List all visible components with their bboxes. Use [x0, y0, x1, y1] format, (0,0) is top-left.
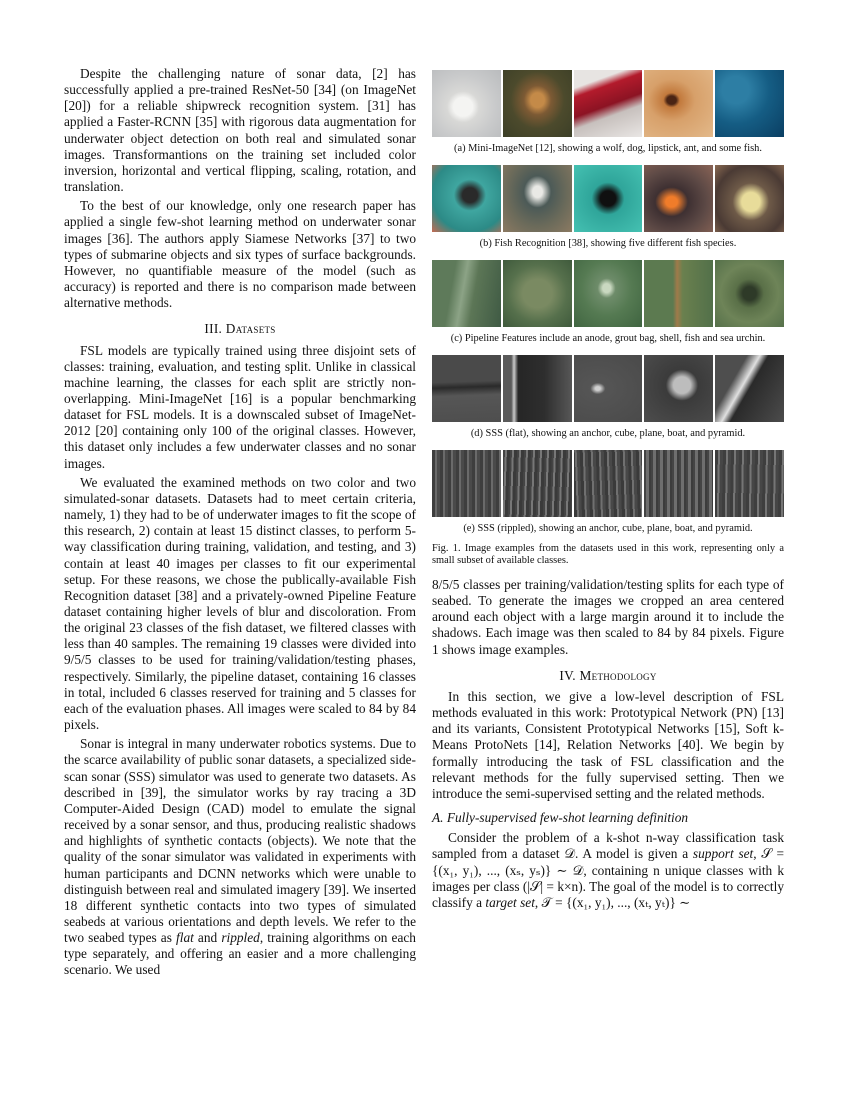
right-column — [432, 66, 784, 911]
figure-row-e — [432, 450, 784, 517]
figure-1 — [432, 70, 784, 567]
pyramid-rippled-sonar-image — [715, 450, 784, 517]
subsection-heading: A. Fully-supervised few-shot learning definition — [432, 810, 689, 826]
text-run: , training algorithms on each type separately, and offering an easier and a more challenging scenario. We used — [64, 930, 416, 978]
figure-row-c — [432, 260, 784, 327]
figure-caption: Fig. 1. Image examples from the datasets used in this work, representing only a small subset of available classes. — [432, 543, 784, 566]
dog-image — [503, 70, 572, 137]
lipstick-image — [574, 70, 643, 137]
italic-term: target set — [485, 894, 535, 910]
paragraph: FSL models are typically trained using three disjoint sets of classes: training, evaluation, and testing split. Unlike in classical machine learning, the classes for each split are strictly non-overlapping. Mini-ImageNet [16] is a popular benchmarking dataset for FSL models. It is a downscaled subset of ImageNet-2012 [20] containing only 100 of the original classes. However, this dataset only includes a few underwater classes and no sonar images. — [64, 342, 416, 471]
subcaption-b: (b) Fish Recognition [38], showing five different fish species. — [479, 238, 737, 249]
italic-term: rippled — [221, 930, 260, 946]
section-heading: IV. Methodology — [559, 667, 657, 683]
fish-species-3-image — [574, 165, 643, 232]
plane-sonar-image — [574, 355, 643, 422]
fish-species-4-image — [644, 165, 713, 232]
fish-image — [715, 70, 784, 137]
text-run: Sonar is integral in many underwater robotics systems. Due to the scarce availability of public sonar datasets, a specialized side-scan sonar (SSS) simulator was used to generate two datasets. As described in [39], the simulator works by ray tracing a 3D Computer-Aided Design (CAD) model to emulate the signal received by a sonar sensor, and thus, producing realistic shadows and highlights of synthetic contacts (objects). We note that the quality of the sonar simulator was validated in experiments with human participants and DCNN networks which were unable to distinguish between real and simulated imagery [39]. We inserted 18 different synthetic contacts into two types of simulated seabeds at various orientations and depth levels. We refer to the two seabed types as — [64, 736, 416, 946]
subcaption-c: (c) Pipeline Features include an anode, grout bag, shell, fish and sea urchin. — [450, 333, 766, 344]
cube-rippled-sonar-image — [503, 450, 572, 517]
ant-image — [644, 70, 713, 137]
anchor-rippled-sonar-image — [432, 450, 501, 517]
italic-term: flat — [176, 930, 194, 946]
left-column — [64, 66, 416, 979]
figure-row-b — [432, 165, 784, 232]
cube-sonar-image — [503, 355, 572, 422]
paragraph — [432, 830, 784, 911]
plane-rippled-sonar-image — [574, 450, 643, 517]
paragraph: We evaluated the examined methods on two color and two simulated-sonar datasets. Datasets had to meet certain criteria, namely, 1) they had to be of underwater images to fit the scope of this research, 2) contain at least 15 distinct classes, to perform 5-way classification during training, validation, and testing, and 3) contain at least 40 images per classes to fit our experimental setup. For these reasons, we chose the publically-available Fish Recognition dataset [38] and a privately-owned Pipeline Feature dataset containing higher levels of blur and discoloration. From the original 23 classes of the fish dataset, we filtered classes with less than 40 samples. The remaining 19 classes were divided into 9/5/5 classes to be used for training/validation/testing phases, respectively. Similarly, the pipeline dataset, containing 16 classes in total, included 6 classes reserved for training and 5 classes for each of the evaluation phases. All images were scaled to 84 by 84 pixels. — [64, 474, 416, 733]
boat-sonar-image — [644, 355, 713, 422]
fish-species-2-image — [503, 165, 572, 232]
text-run: , 𝒯 = {(x₁, y₁), ..., (xₜ, yₜ)} ∼ — [534, 894, 691, 910]
italic-term: support set — [692, 846, 754, 862]
figure-row-d — [432, 355, 784, 422]
paragraph — [64, 736, 416, 978]
text-run: , 𝒮 = {(x₁, y₁), ..., (xₛ, yₛ)} ∼ 𝒟, containing n unique classes with k images per class (|𝒮| = k×n). The goal of the model is to correctly classify a — [432, 846, 784, 910]
paragraph: To the best of our knowledge, only one research paper has applied a single few-shot learning method on underwater sonar images [36]. The authors apply Siamese Networks [37] to two types of submarine objects and six types of surface backgrounds. However, no quantifiable measure of the model (such as accuracy) is reported and there is no comparison made between alternative methods. — [64, 198, 416, 311]
anchor-sonar-image — [432, 355, 501, 422]
section-heading: III. Datasets — [204, 321, 276, 337]
grout-bag-image — [503, 260, 572, 327]
paragraph: In this section, we give a low-level description of FSL methods evaluated in this work: Prototypical Network (PN) [13] and its variants, Consistent Prototypical Networks [15], Soft k-Means ProtoNets [14], Relation Networks [40]. We begin by formally introducing the task of FSL classification and the relevant methods for the fully supervised setting. Then we introduce the semi-supervised setting and the related methods. — [432, 688, 784, 801]
text-run: and — [193, 930, 222, 946]
anode-image — [432, 260, 501, 327]
pipeline-fish-image — [644, 260, 713, 327]
paragraph: Despite the challenging nature of sonar data, [2] has successfully applied a pre-trained ResNet-50 [34] (on ImageNet [20]) for a reliable shipwreck recognition system. [31] has applied a Faster-RCNN [35] with rigorous data augmentation for underwater object detection on both real and simulated sonar images. Transformantions on the training set included color inversion, horizontal and vertical flipping, scaling, rotation, and translation. — [64, 66, 416, 195]
text-run: Consider the problem of a k-shot n-way classification task sampled from a dataset 𝒟. A model is given a — [432, 830, 784, 862]
paragraph: 8/5/5 classes per training/validation/testing splits for each type of seabed. To generate the images we cropped an area centered around each object with a large margin around it to include the shadows. Each image was then scaled to 84 by 84 pixels. Figure 1 shows image examples. — [432, 577, 784, 657]
fish-species-1-image — [432, 165, 501, 232]
pyramid-sonar-image — [715, 355, 784, 422]
subcaption-e: (e) SSS (rippled), showing an anchor, cube, plane, boat, and pyramid. — [463, 523, 753, 534]
subcaption-a: (a) Mini-ImageNet [12], showing a wolf, dog, lipstick, ant, and some fish. — [454, 143, 762, 154]
shell-image — [574, 260, 643, 327]
boat-rippled-sonar-image — [644, 450, 713, 517]
fish-species-5-image — [715, 165, 784, 232]
sea-urchin-image — [715, 260, 784, 327]
figure-row-a — [432, 70, 784, 137]
wolf-image — [432, 70, 501, 137]
subcaption-d: (d) SSS (flat), showing an anchor, cube, plane, boat, and pyramid. — [470, 428, 746, 439]
